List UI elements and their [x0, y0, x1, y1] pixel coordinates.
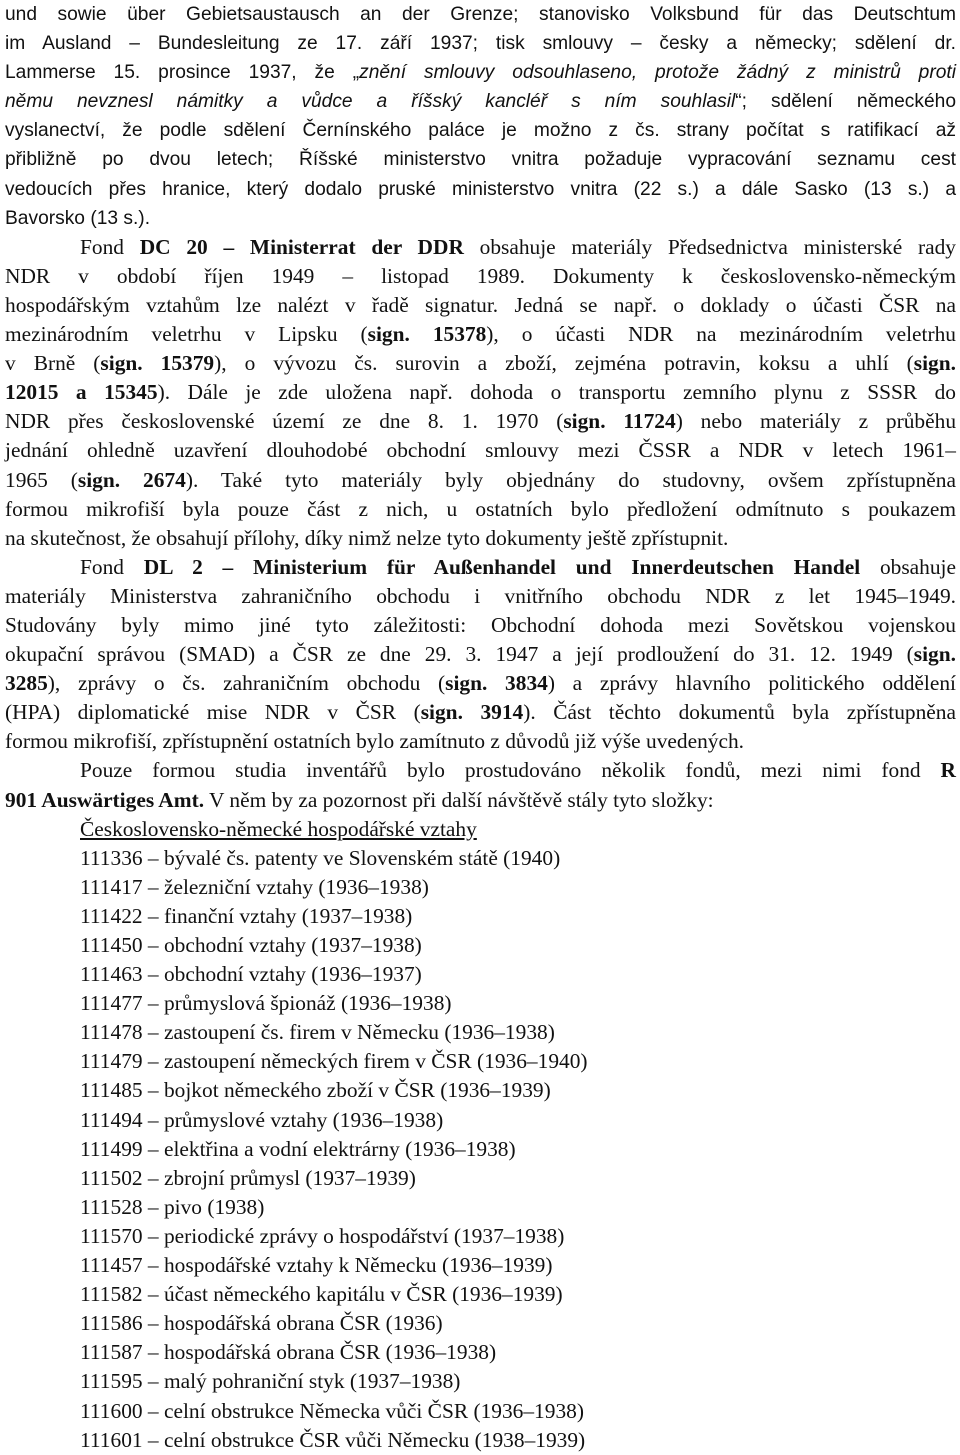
- text-line: jednání ohledně uzavření dlouhodobé obchodní smlouvy mezi ČSSR a NDR v letech 1961–: [5, 438, 956, 463]
- text-line: Bavorsko (13 s.).: [5, 207, 151, 229]
- list-item-text: 111479 – zastoupení německých firem v ČSR (1936–1940): [80, 1049, 588, 1074]
- list-item: [5, 989, 956, 1018]
- list-item: [5, 1047, 956, 1076]
- signature-label: sign.: [913, 642, 956, 667]
- list-item-text: 111528 – pivo (1938): [80, 1194, 265, 1219]
- text-line: Studovány byly mimo jiné tyto záležitosti: Obchodní dohoda mezi Sovětskou vojenskou: [5, 612, 956, 637]
- fond-name: DL 2 – Ministerium für Außenhandel und Innerdeutschen Handel: [143, 554, 861, 579]
- list-item: [5, 1193, 956, 1222]
- list-item: [5, 1309, 956, 1338]
- quoted-text: němu nevznesl námitky a vůdce a říšský kancléř s ním souhlasil: [5, 91, 736, 113]
- list-item-text: 111595 – malý pohraniční styk (1937–1938): [80, 1369, 461, 1394]
- text-line: [5, 756, 956, 785]
- text-line: hospodářským vztahům lze nalézt v řadě signatur. Jedná se např. o doklady o účasti ČSR na: [5, 292, 956, 317]
- list-item: [5, 1338, 956, 1367]
- text-run: ). Dále je zde uložena např. dohoda o transportu zemního plynu z SSSR do: [157, 380, 957, 405]
- list-item: [5, 1076, 956, 1105]
- folder-list: [5, 815, 956, 1455]
- signature-number: 15379: [142, 351, 215, 376]
- list-item-text: 111457 – hospodářské vztahy k Německu (1936–1939): [80, 1253, 553, 1278]
- text-line: [5, 378, 956, 407]
- list-item-text: 111477 – průmyslová špionáž (1936–1938): [80, 991, 452, 1016]
- signature-number: sign. 3914: [420, 700, 524, 725]
- list-item-text: 111478 – zastoupení čs. firem v Německu (1936–1938): [80, 1020, 555, 1045]
- list-item-text: 111463 – obchodní vztahy (1936–1937): [80, 962, 422, 987]
- fond-name: R: [940, 758, 956, 783]
- paragraph-volksbund: [5, 0, 956, 233]
- list-item-text: 111450 – obchodní vztahy (1937–1938): [80, 933, 422, 957]
- text-run: Lammerse 15. prosince 1937, že „: [5, 62, 360, 84]
- list-item: [5, 1018, 956, 1047]
- signature-number: 11724: [605, 409, 676, 434]
- text-run: ). Část těchto dokumentů byla zpřístupněna: [523, 700, 956, 725]
- text-line: [5, 320, 956, 349]
- signature-label: sign.: [77, 467, 121, 492]
- list-item-text: 111485 – bojkot německého zboží v ČSR (1936–1939): [80, 1078, 551, 1103]
- list-item-text: 111600 – celní obstrukce Německa vůči ČSR (1936–1938): [80, 1398, 584, 1423]
- list-item-text: 111601 – celní obstrukce ČSR vůči Německu (1938–1939): [80, 1427, 586, 1452]
- text-line: materiály Ministerstva zahraničního obchodu i vnitřního obchodu NDR z let 1945–1949.: [5, 583, 956, 608]
- list-item: [5, 902, 956, 931]
- list-item-text: 111494 – průmyslové vztahy (1936–1938): [80, 1107, 444, 1132]
- list-item-text: 111587 – hospodářská obrana ČSR (1936–1938): [80, 1340, 497, 1365]
- list-item-text: 111336 – bývalé čs. patenty ve Slovenském státě (1940): [80, 845, 561, 870]
- text-run: mezinárodním veletrhu v Lipsku (: [5, 322, 368, 347]
- list-item: [5, 1251, 956, 1280]
- list-item: [5, 1426, 956, 1455]
- text-run: ), zprávy o čs. zahraničním obchodu (: [47, 671, 446, 696]
- list-item: [5, 873, 956, 902]
- text-line: vyslanectví, že podle sdělení Černínského paláce je možno z čs. strany počítat s ratifikací až: [5, 120, 956, 142]
- text-line: [5, 553, 956, 582]
- text-run: Fond: [80, 554, 144, 579]
- text-run: obsahuje materiály Předsednictva ministerské rady: [463, 234, 956, 259]
- text-line: und sowie über Gebietsaustausch an der Grenze; stanovisko Volksbund für das Deutschtum: [5, 4, 956, 25]
- list-item: [5, 844, 956, 873]
- paragraph-dc20: [5, 233, 956, 553]
- list-item: [5, 1222, 956, 1251]
- list-item-text: 111422 – finanční vztahy (1937–1938): [80, 903, 413, 928]
- list-item: [5, 931, 956, 960]
- signature-label: sign.: [563, 409, 606, 434]
- list-item-text: 111502 – zbrojní průmysl (1937–1939): [80, 1165, 416, 1190]
- list-item-text: 111417 – železniční vztahy (1936–1938): [80, 874, 429, 899]
- signature-label: sign.: [367, 322, 410, 347]
- quoted-text: znění smlouvy odsouhlaseno, protože žádný z ministrů proti: [359, 62, 956, 84]
- text-run: ). Také tyto materiály byly objednány do studovny, ovšem zpřístupněna: [185, 467, 956, 492]
- text-run: obsahuje: [860, 554, 956, 579]
- text-run: “; sdělení německého: [735, 91, 957, 113]
- text-line: [5, 407, 956, 436]
- list-item-text: 111499 – elektřina a vodní elektrárny (1936–1938): [80, 1136, 516, 1161]
- text-line: přibližně po dvou letech; Říšské ministerstvo vnitra požaduje vypracování seznamu cest: [5, 149, 956, 171]
- list-item: [5, 1106, 956, 1135]
- text-line: [5, 640, 956, 669]
- list-item-text: 111586 – hospodářská obrana ČSR (1936): [80, 1311, 443, 1336]
- text-run: ), o účasti NDR na mezinárodním veletrhu: [486, 322, 956, 347]
- list-item: [5, 1280, 956, 1309]
- text-run: (HPA) diplomatické mise NDR v ČSR (: [5, 700, 421, 725]
- text-run: V něm by za pozornost při další návštěvě stály tyto složky:: [204, 787, 714, 812]
- text-run: ), o vývozu čs. surovin a zboží, zejména potravin, koksu a uhlí (: [214, 351, 914, 376]
- text-line: [5, 669, 956, 698]
- text-line: [5, 466, 956, 495]
- list-item-text: 111570 – periodické zprávy o hospodářství (1937–1938): [80, 1223, 565, 1248]
- text-run: ) nebo materiály z průběhu: [675, 409, 957, 434]
- text-line: [5, 349, 956, 378]
- text-line: formou mikrofiší, zpřístupnění ostatních bylo zamítnuto z důvodů již výše uvedených.: [5, 729, 745, 754]
- list-item: [5, 1397, 956, 1426]
- text-run: ) a zprávy hlavního politického oddělení: [547, 671, 956, 696]
- signature-label: sign.: [100, 351, 143, 376]
- text-run: Pouze formou studia inventářů bylo prostudováno několik fondů, mezi nimi fond: [80, 758, 941, 783]
- list-item-text: 111582 – účast německého kapitálu v ČSR (1936–1939): [80, 1282, 563, 1307]
- text-line: [5, 58, 956, 87]
- text-line: im Ausland – Bundesleitung ze 17. září 1937; tisk smlouvy – česky a německy; sdělení dr.: [5, 33, 956, 55]
- text-line: [5, 698, 956, 727]
- text-run: v Brně (: [5, 351, 101, 376]
- list-item: [5, 960, 956, 989]
- list-heading: Československo-německé hospodářské vztahy: [80, 816, 477, 841]
- signature-number: sign. 3834: [445, 671, 548, 696]
- signature-label: sign.: [913, 351, 956, 376]
- paragraph-r901: [5, 756, 956, 814]
- text-run: Fond: [80, 234, 140, 259]
- text-line: formou mikrofiší byla pouze část z nich, u ostatních bylo předložení odmítnuto s poukazem: [5, 496, 956, 521]
- signature-number: 3285: [5, 671, 48, 696]
- signature-number: 12015 a 15345: [5, 380, 158, 405]
- text-run: NDR přes československé území ze dne 8. 1. 1970 (: [5, 409, 564, 434]
- text-line: na skutečnost, že obsahují přílohy, díky nimž nelze tyto dokumenty ještě zpřístupnit.: [5, 525, 729, 550]
- text-line: NDR v období říjen 1949 – listopad 1989. Dokumenty k československo-německým: [5, 263, 956, 288]
- fond-name: DC 20 – Ministerrat der DDR: [139, 234, 464, 259]
- text-line: [5, 87, 956, 116]
- paragraph-dl2: [5, 553, 956, 757]
- signature-number: 15378: [409, 322, 487, 347]
- list-item: [5, 1135, 956, 1164]
- text-run: 1965 (: [5, 467, 78, 492]
- list-item: [5, 1164, 956, 1193]
- list-item: [5, 1367, 956, 1396]
- text-line: vedoucích přes hranice, který dodalo pruské ministerstvo vnitra (22 s.) a dále Sasko (13 s.) a: [5, 178, 956, 200]
- signature-number: 2674: [120, 467, 186, 492]
- text-run: okupační správou (SMAD) a ČSR ze dne 29. 3. 1947 a její prodloužení do 31. 12. 1949 (: [5, 642, 914, 667]
- text-line: [5, 786, 956, 815]
- fond-name: 901 Auswärtiges Amt.: [5, 787, 205, 812]
- text-line: [5, 233, 956, 262]
